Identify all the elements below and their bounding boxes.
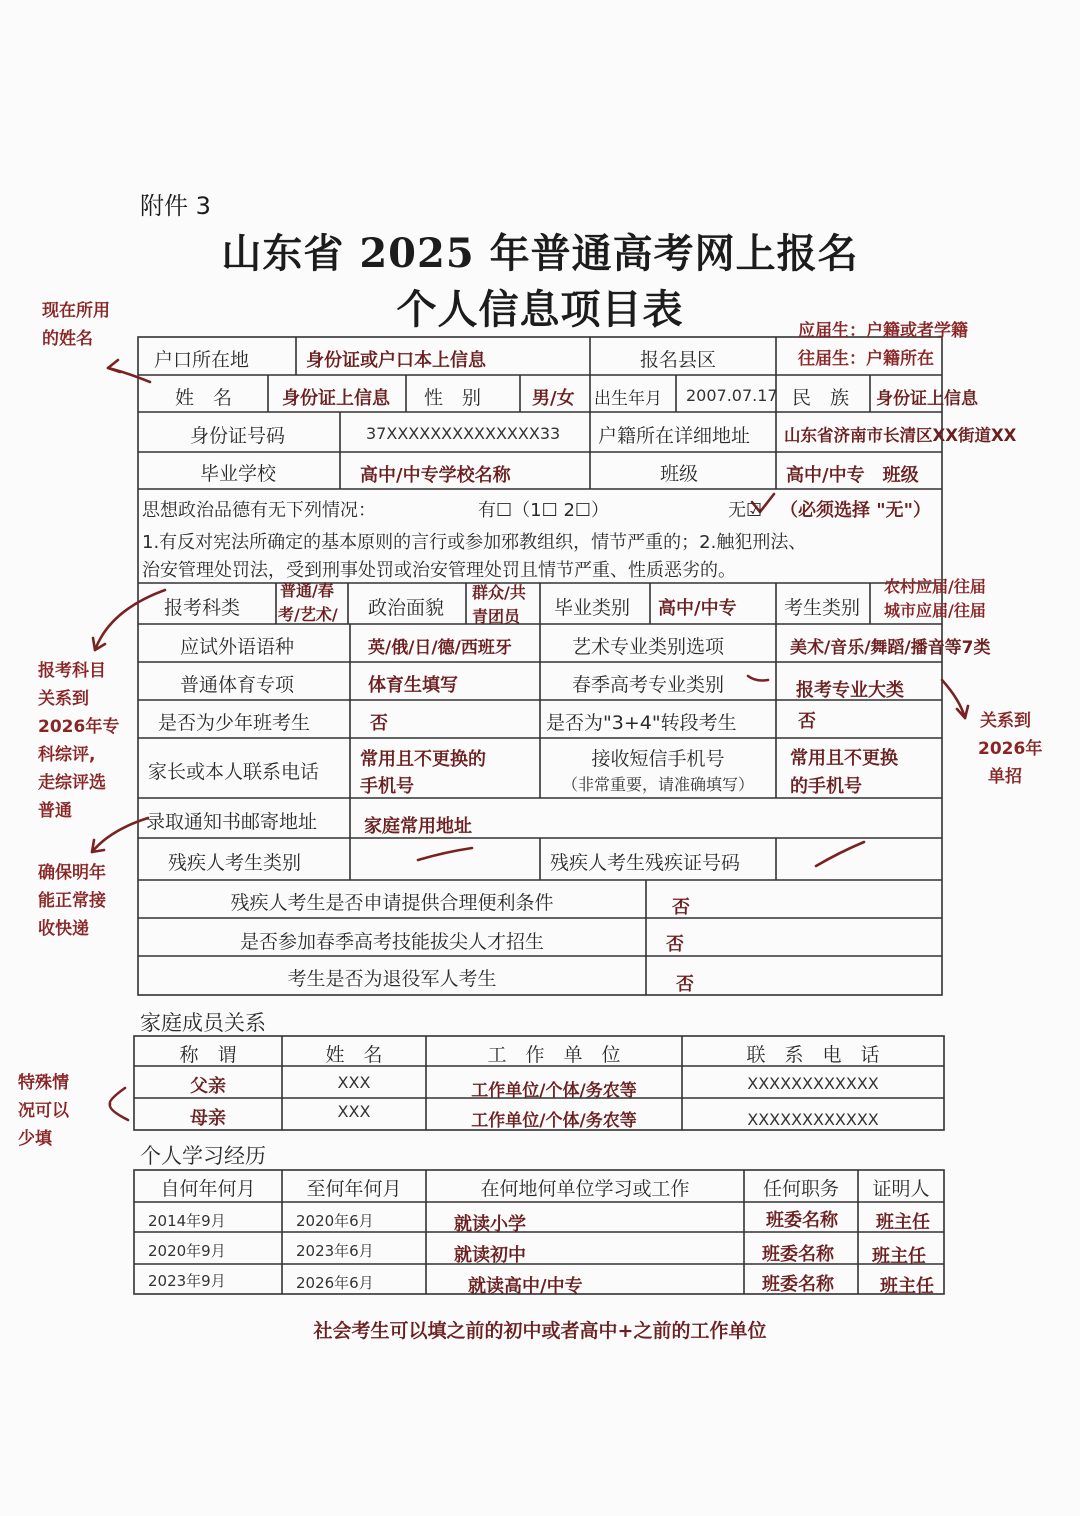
foreign-lang-value[interactable]: 英/俄/日/德/西班牙: [368, 638, 512, 658]
art-category-value[interactable]: 美术/音乐/舞蹈/播音等7类: [790, 638, 991, 658]
mail-address-label: 录取通知书邮寄地址: [146, 811, 318, 833]
family-header: 称 谓: [179, 1044, 237, 1066]
foreign-lang-label: 应试外语语种: [180, 636, 295, 658]
footer-note: 社会考生可以填之前的初中或者高中+之前的工作单位: [313, 1320, 767, 1342]
report-county-value-line1[interactable]: 应届生：户籍或者学籍: [798, 321, 968, 341]
sms-phone-value-line1[interactable]: 常用且不更换: [790, 748, 898, 769]
transfer-label: 是否为"3+4"转段考生: [546, 712, 737, 734]
spring-talent-value[interactable]: 否: [666, 934, 684, 955]
disabled-type-label: 残疾人考生类别: [168, 852, 302, 874]
note-family: 况可以: [18, 1101, 69, 1121]
political-status-label: 政治面貌: [368, 597, 445, 619]
veteran-label: 考生是否为退役军人考生: [287, 968, 497, 990]
exam-subject-value-line2[interactable]: 考/艺术/: [278, 605, 338, 624]
study-cell[interactable]: 2023年9月: [148, 1272, 226, 1290]
note-subject: 2026年专: [38, 717, 120, 737]
examinee-type-label: 考生类别: [784, 597, 861, 619]
hukou-location-label: 户口所在地: [154, 349, 250, 371]
ethnicity-label: 民 族: [792, 387, 850, 409]
study-header: 在何地何单位学习或工作: [480, 1178, 690, 1200]
study-cell[interactable]: 班主任: [876, 1212, 930, 1233]
note-spring: 关系到: [980, 711, 1031, 731]
study-header: 至何年何月: [306, 1178, 402, 1200]
study-cell[interactable]: 2020年6月: [296, 1212, 374, 1230]
note-mail: 确保明年: [38, 863, 106, 883]
grad-type-value[interactable]: 高中/中专: [658, 598, 737, 619]
study-header: 证明人: [872, 1178, 930, 1200]
study-cell[interactable]: 班主任: [872, 1246, 926, 1267]
hukou-address-value[interactable]: 山东省济南市长清区XX街道XX: [784, 426, 1017, 445]
family-section-title: 家庭成员关系: [140, 1011, 266, 1035]
sms-phone-note: （非常重要，请准确填写）: [561, 775, 754, 794]
hukou-address-label: 户籍所在详细地址: [598, 425, 751, 447]
school-label: 毕业学校: [200, 463, 277, 485]
spring-major-label: 春季高考专业类别: [572, 674, 725, 696]
class-value[interactable]: 高中/中专 班级: [786, 465, 919, 486]
disabled-aid-label: 残疾人考生是否申请提供合理便利条件: [230, 892, 554, 914]
sms-phone-label: 接收短信手机号: [591, 748, 725, 770]
note-subject: 普通: [38, 801, 72, 821]
political-detail-line2: 1.有反对宪法所确定的基本原则的言行或参加邪教组织，情节严重的；2.触犯刑法、: [142, 532, 807, 553]
ethnicity-value[interactable]: 身份证上信息: [876, 389, 978, 409]
family-cell[interactable]: XXX: [337, 1102, 371, 1121]
sms-phone-value-line2[interactable]: 的手机号: [790, 776, 862, 797]
disabled-aid-value[interactable]: 否: [672, 897, 690, 918]
family-cell[interactable]: 工作单位/个体/务农等: [471, 1081, 637, 1101]
note-spring: 2026年: [978, 739, 1043, 759]
art-category-label: 艺术专业类别选项: [572, 636, 725, 658]
pe-value[interactable]: 体育生填写: [368, 675, 458, 696]
note-spring: 单招: [988, 767, 1022, 787]
page-title-line2: 个人信息项目表: [396, 286, 684, 333]
political-detail-line3: 治安管理处罚法，受到刑事处罚或治安管理处罚且情节严重、性质恶劣的。: [142, 560, 736, 581]
exam-subject-label: 报考科类: [164, 597, 241, 619]
attachment-label: 附件 3: [140, 192, 211, 220]
name-label: 姓 名: [175, 387, 233, 409]
phone-value-line1[interactable]: 常用且不更换的: [360, 749, 486, 770]
name-value[interactable]: 身份证上信息: [282, 388, 390, 409]
page-title-line1: 山东省 2025 年普通高考网上报名: [221, 230, 859, 277]
disabled-cert-label: 残疾人考生残疾证号码: [550, 852, 741, 874]
family-header: 联 系 电 话: [746, 1044, 880, 1066]
family-cell[interactable]: XXXXXXXXXXXX: [747, 1110, 879, 1129]
study-cell[interactable]: 就读初中: [454, 1245, 526, 1266]
family-cell[interactable]: 工作单位/个体/务农等: [471, 1111, 637, 1131]
id-number-value[interactable]: 37XXXXXXXXXXXXXX33: [366, 424, 561, 443]
family-header: 姓 名: [325, 1044, 383, 1066]
note-name-line1: 现在所用: [42, 301, 110, 321]
gender-value[interactable]: 男/女: [532, 388, 575, 409]
family-header: 工 作 单 位: [487, 1044, 621, 1066]
political-option-have[interactable]: 有☐（1☐ 2☐）: [478, 500, 610, 521]
birth-label: 出生年月: [594, 389, 662, 409]
note-subject: 关系到: [38, 689, 89, 709]
political-status-value-line1[interactable]: 群众/共: [472, 583, 526, 602]
study-cell[interactable]: 班委名称: [766, 1210, 838, 1231]
note-family: 少填: [18, 1129, 52, 1149]
family-cell[interactable]: 母亲: [190, 1108, 226, 1129]
political-question: 思想政治品德有无下列情况：: [142, 500, 376, 521]
study-cell[interactable]: 2020年9月: [148, 1242, 226, 1260]
study-header: 自何年何月: [160, 1178, 256, 1200]
phone-label: 家长或本人联系电话: [148, 761, 320, 783]
gender-label: 性 别: [424, 387, 482, 409]
study-cell[interactable]: 班主任: [880, 1276, 934, 1297]
study-cell[interactable]: 班委名称: [762, 1244, 834, 1265]
phone-value-line2[interactable]: 手机号: [360, 776, 414, 797]
political-none-note: （必须选择 "无"）: [780, 500, 932, 521]
family-cell[interactable]: 父亲: [190, 1076, 226, 1097]
note-family: 特殊情: [18, 1073, 69, 1093]
grad-type-label: 毕业类别: [554, 597, 631, 619]
birth-value[interactable]: 2007.07.17: [686, 386, 778, 405]
report-county-label: 报名县区: [640, 349, 717, 371]
id-number-label: 身份证号码: [190, 425, 286, 447]
study-section-title: 个人学习经历: [140, 1144, 266, 1168]
note-subject: 科综评,: [38, 745, 96, 765]
political-status-value-line2[interactable]: 青团员: [472, 607, 521, 626]
study-header: 任何职务: [762, 1178, 839, 1200]
study-cell[interactable]: 2014年9月: [148, 1212, 226, 1230]
note-name-line2: 的姓名: [42, 329, 93, 349]
veteran-value[interactable]: 否: [676, 974, 694, 995]
study-cell[interactable]: 2026年6月: [296, 1274, 374, 1292]
report-county-value-line2[interactable]: 往届生：户籍所在: [798, 349, 934, 369]
spring-talent-label: 是否参加春季高考技能拔尖人才招生: [239, 931, 544, 953]
note-mail: 收快递: [38, 919, 89, 939]
school-value[interactable]: 高中/中专学校名称: [360, 465, 511, 486]
mail-address-value[interactable]: 家庭常用地址: [364, 816, 472, 837]
family-cell[interactable]: XXX: [337, 1073, 371, 1092]
political-option-none[interactable]: 无☑: [728, 500, 763, 521]
exam-subject-value-line1[interactable]: 普通/春: [280, 581, 334, 600]
study-cell[interactable]: 班委名称: [762, 1274, 834, 1295]
family-cell[interactable]: XXXXXXXXXXXX: [747, 1074, 879, 1093]
note-subject: 报考科目: [38, 661, 106, 681]
study-cell[interactable]: 2023年6月: [296, 1242, 374, 1260]
spring-major-value[interactable]: 报考专业大类: [796, 680, 904, 701]
study-cell[interactable]: 就读小学: [454, 1214, 526, 1235]
note-subject: 走综评选: [38, 773, 106, 793]
hukou-location-value[interactable]: 身份证或户口本上信息: [306, 350, 486, 371]
transfer-value[interactable]: 否: [798, 711, 816, 732]
note-mail: 能正常接: [38, 891, 106, 911]
youth-class-label: 是否为少年班考生: [158, 712, 311, 734]
study-cell[interactable]: 就读高中/中专: [468, 1276, 583, 1297]
class-label: 班级: [660, 463, 699, 485]
youth-class-value[interactable]: 否: [370, 713, 388, 734]
examinee-type-value-line2[interactable]: 城市应届/往届: [884, 601, 986, 620]
examinee-type-value-line1[interactable]: 农村应届/往届: [884, 577, 986, 596]
pe-label: 普通体育专项: [180, 674, 295, 696]
